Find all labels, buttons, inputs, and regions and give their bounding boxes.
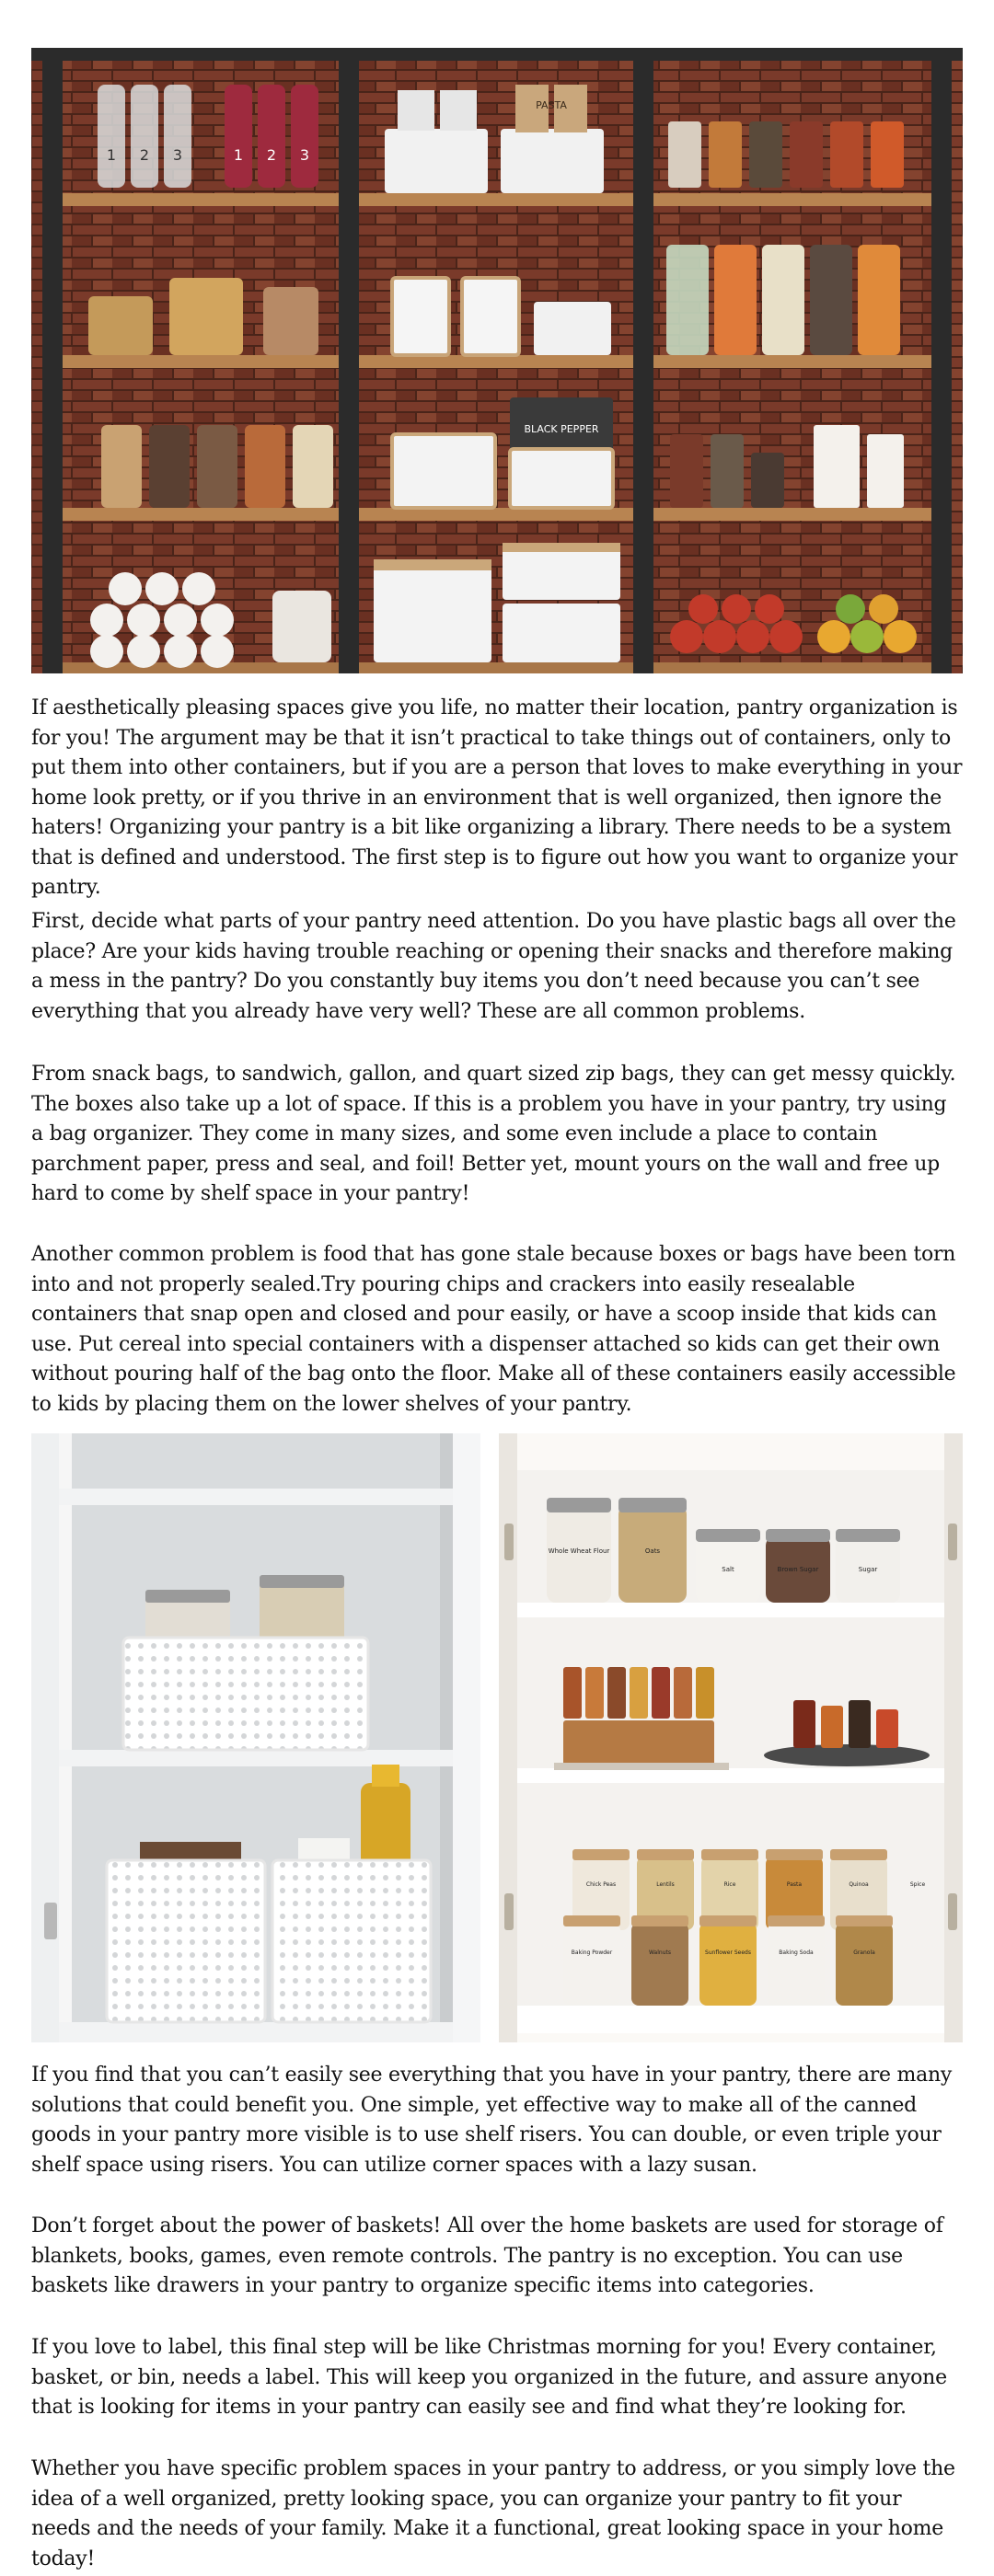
canister-label: Granola [853,1949,875,1956]
canister-label: Sunflower Seeds [705,1949,751,1956]
bottle-number: 2 [266,146,277,164]
canister-label: Lentils [656,1881,675,1888]
bottle-number: 3 [299,146,310,164]
jar-label: Sugar [858,1566,878,1573]
paragraph: If you find that you can’t easily see everything that you have in your pantry, there are many solutions that could benefit you. One simple, yet effective way to make all of the canned goods in your pantry more visible is to use shelf risers. You can double, or even triple your shelf space using risers. You can utilize corner spaces with a lazy susan. [31,2064,953,2177]
paragraph: If you love to label, this final step will be like Christmas morning for you! Every container, basket, or bin, needs a label. This will keep you organized in the future, and assure anyone that is looking for items in your pantry can easily see and find what they’re looking for. [31,2336,947,2419]
canister-label: Walnuts [649,1949,671,1956]
paragraph: Whether you have specific problem spaces in your pantry to address, or you simply love the idea of a well organized, pretty looking space, you can organize your pantry to fit your needs and the needs of your family. Make it a functional, great looking space in your home today! [31,2457,955,2570]
jar-label: Oats [644,1547,661,1555]
paragraph: Another common problem is food that has gone stale because boxes or bags have been torn into and not properly sealed.Try pouring chips and crackers into easily resealable containers that snap open and closed and pour easily, or have a scoop inside that kids can use. Put cereal into special containers with a dispenser attached so kids can get their own without pouring half of the bag onto the floor. Make all of these containers easily accessible to kids by placing them on the lower shelves of your pantry. [31,1243,956,1416]
paragraph: Don’t forget about the power of baskets! All over the home baskets are used for storage of blankets, books, games, even remote controls. The pantry is no exception. You can use baskets like drawers in your pantry to organize specific items into categories. [31,2214,943,2297]
hero-pantry-photo [31,48,963,673]
canister-label: Rice [723,1881,736,1888]
bottle-number: 1 [106,146,117,164]
paragraph: If aesthetically pleasing spaces give you life, no matter their location, pantry organization is for you! The argument may be that it isn’t practical to take things out of containers, only to put them into other containers, but if you are a person that loves to make everything in your home look pretty, or if you thrive in an environment that is well organized, then ignore the haters! Organizing your pantry is a bit like organizing a library. There needs to be a system that is defined and understood. The first step is to figure out how you want to organize your pantry. [31,696,963,899]
bottle-number: 3 [172,146,183,164]
cabinet-baskets-photo [31,1433,480,2042]
jar-label: Salt [722,1566,734,1573]
jar-label: Whole Wheat Flour [548,1547,610,1555]
bottle-number: 1 [233,146,244,164]
canister-label: Chick Peas [585,1881,617,1888]
pasta-box-label: PASTA [536,99,567,111]
canister-label: Pasta [786,1881,803,1888]
canister-label: Spice [909,1881,926,1888]
bottle-number: 2 [139,146,150,164]
paragraph: From snack bags, to sandwich, gallon, and quart sized zip bags, they can get messy quickly. The boxes also take up a lot of space. If this is a problem you have in your pantry, try using a bag organizer. They come in many sizes, and some even include a place to contain parchment paper, press and seal, and foil! Better yet, mount yours on the wall and free up hard to come by shelf space in your pantry! [31,1063,956,1205]
canister-label: Baking Powder [571,1949,613,1956]
paragraph: First, decide what parts of your pantry need attention. Do you have plastic bags all over the place? Are your kids having trouble reaching or opening their snacks and therefore making a mess in the pantry? Do you constantly buy items you don’t need because you can’t see everything that you already have very well? These are all common problems. [31,910,956,1023]
jar-label: Brown Sugar [777,1566,819,1573]
canister-label: Baking Soda [779,1949,814,1956]
cabinet-jars-photo [499,1433,963,2042]
pepper-bag-label: BLACK PEPPER [524,423,599,435]
canister-label: Quinoa [849,1881,869,1888]
